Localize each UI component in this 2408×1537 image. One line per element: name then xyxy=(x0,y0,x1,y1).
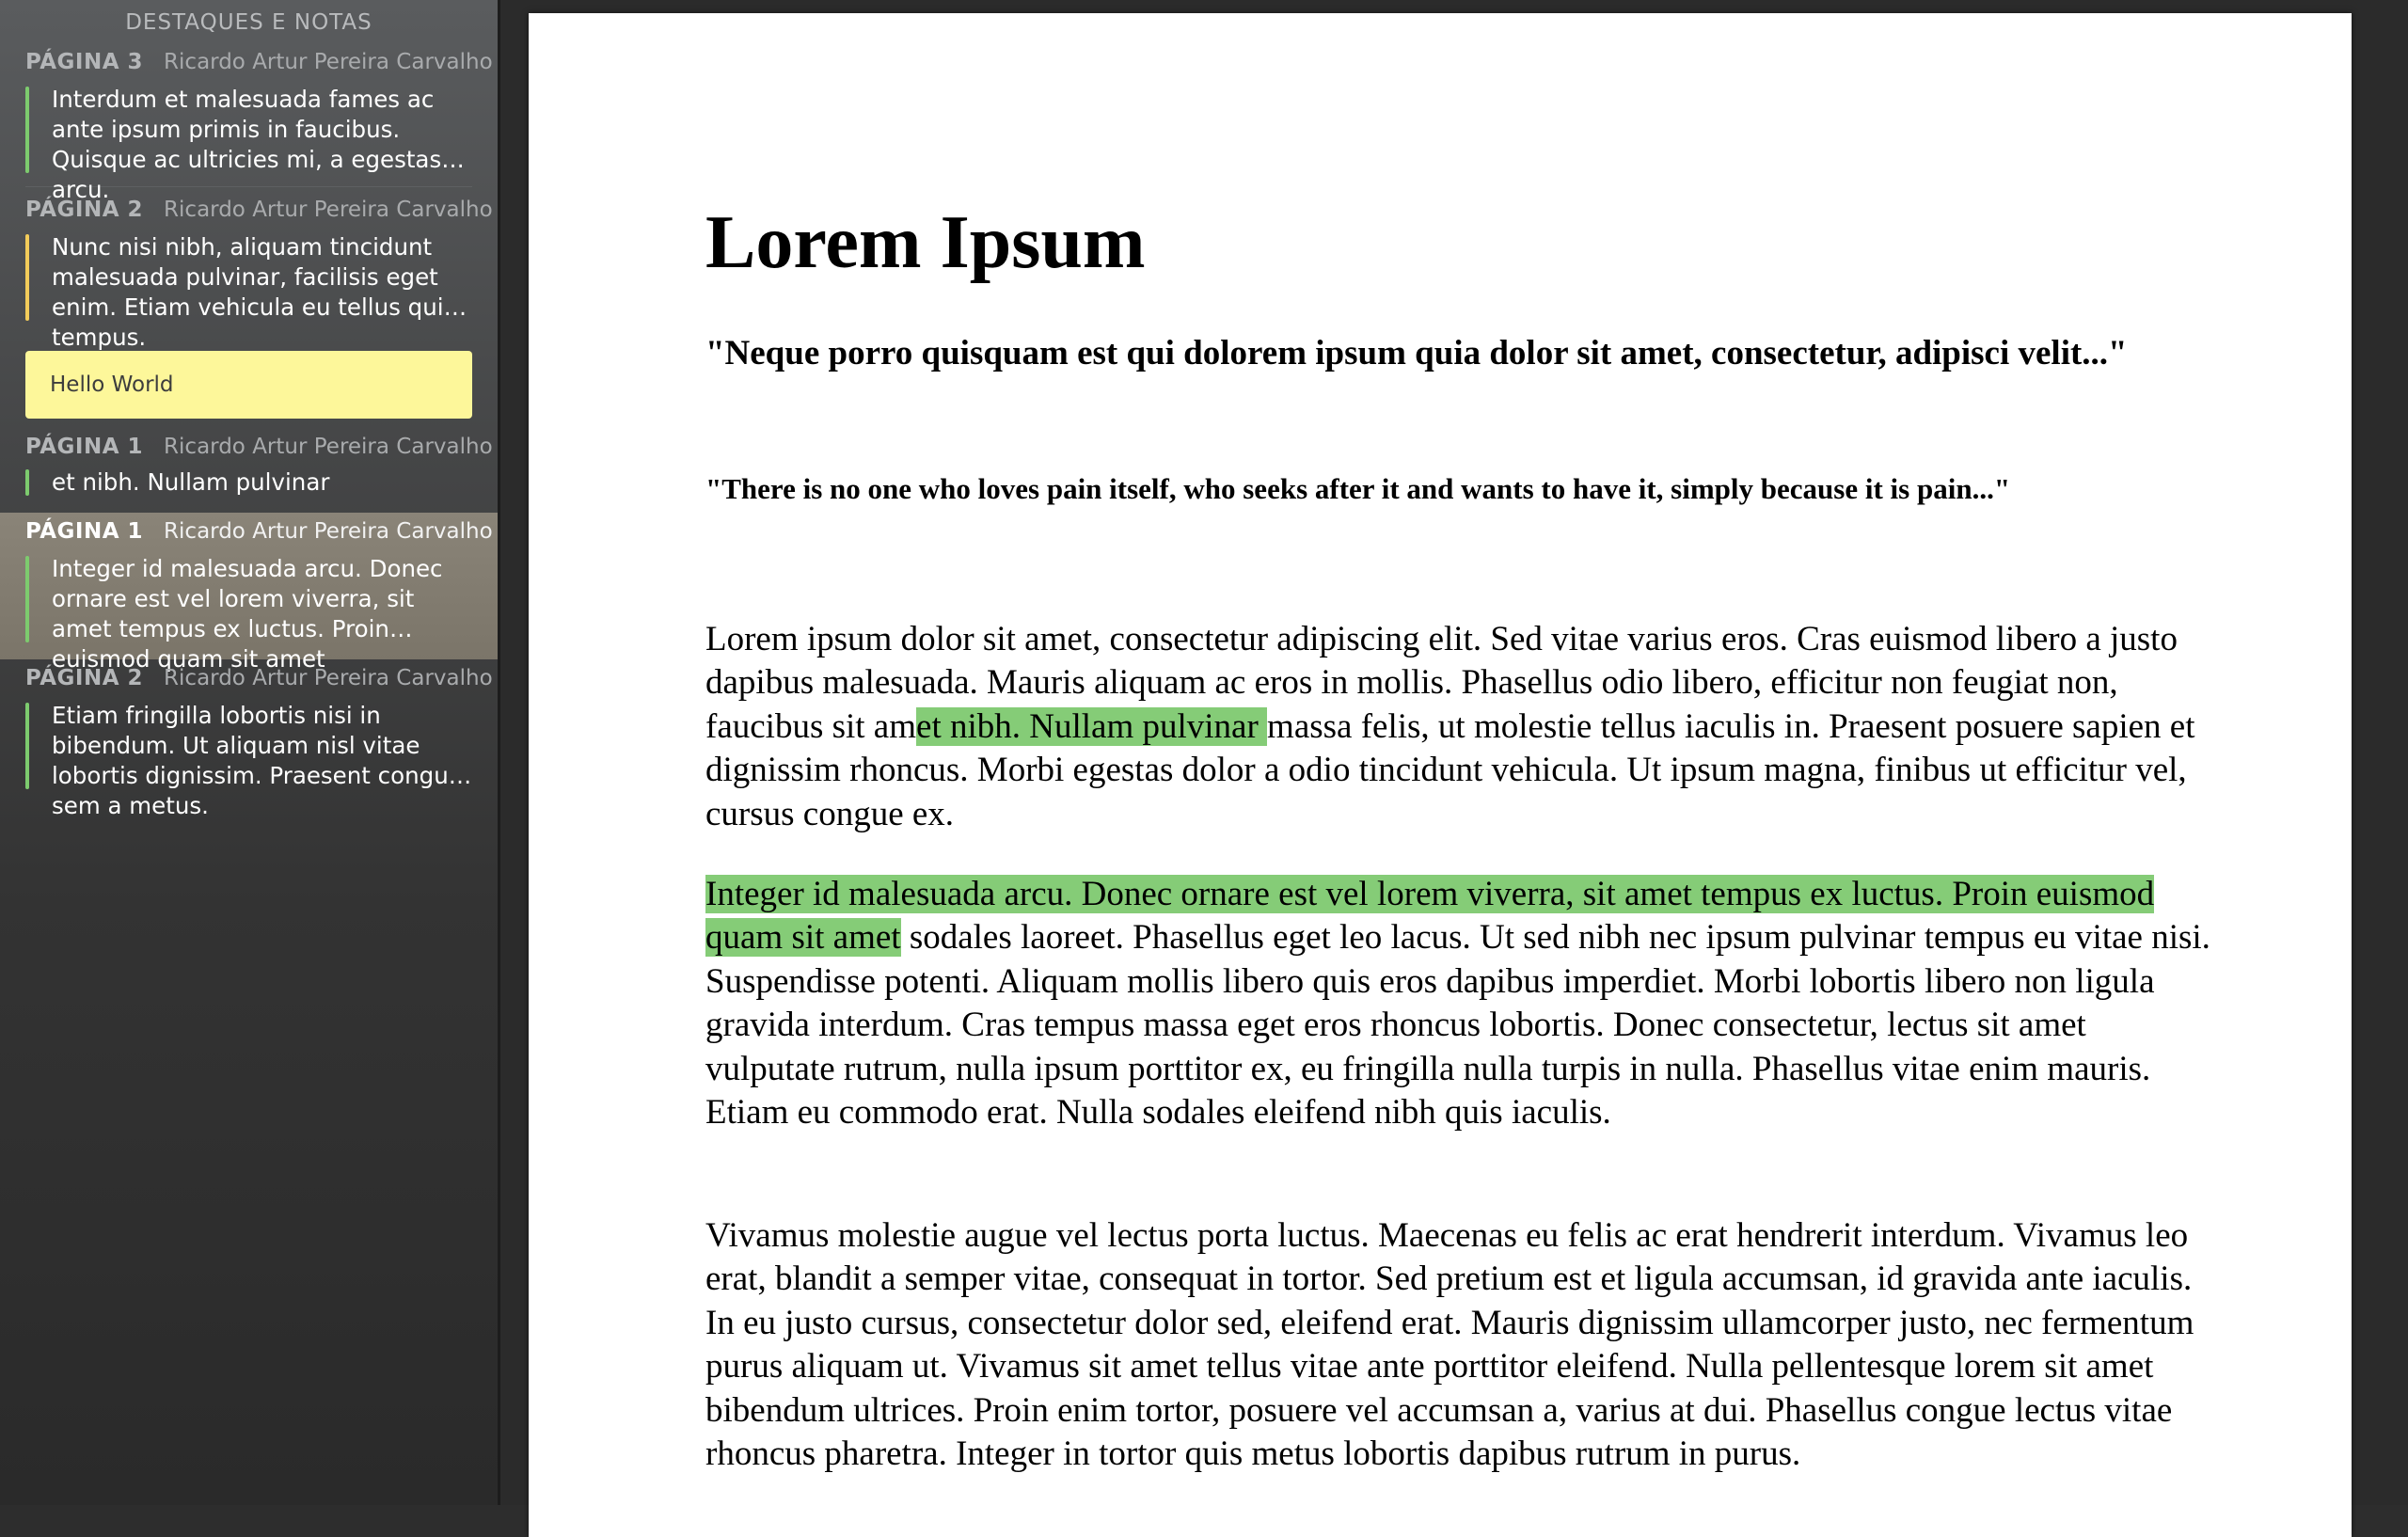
document-title: Lorem Ipsum xyxy=(705,201,1146,284)
entry-header xyxy=(25,193,493,227)
highlight-entry[interactable] xyxy=(0,187,498,351)
entry-page-label: PÁGINA 1 xyxy=(25,519,144,544)
entry-excerpt xyxy=(25,467,472,498)
highlight-entry[interactable] xyxy=(0,430,498,513)
note-text: Hello World xyxy=(50,372,174,397)
entry-text: Integer id malesuada arcu. Donec ornare est vel lorem viverra, sit amet tempus ex luctus. Proin euismod quam sit amet xyxy=(52,555,443,673)
entry-page-label: PÁGINA 1 xyxy=(25,435,144,459)
entry-excerpt xyxy=(25,701,472,819)
sidebar-title: DESTAQUES E NOTAS xyxy=(125,10,372,35)
entry-header xyxy=(25,515,493,548)
note-card[interactable] xyxy=(25,351,472,419)
entry-header xyxy=(25,661,493,695)
highlight-entry[interactable] xyxy=(0,659,498,819)
entry-author: Ricardo Artur Pereira Carvalho xyxy=(164,666,493,690)
paragraph-1 xyxy=(705,618,2210,836)
document-subtitle-quote: "Neque porro quisquam est qui dolorem ipsum quia dolor sit amet, consectetur, adipisci velit..." xyxy=(705,334,2128,372)
paragraph-3: Vivamus molestie augue vel lectus porta luctus. Maecenas eu felis ac erat hendrerit interdum. Vivamus leo erat, blandit a semper vitae, consequat in tortor. Sed pretium est et ligula accumsan, id gravida ante iaculis. In eu justo cursus, consectetur dolor sed, eleifend erat. Mauris dignissim ullamcorper justo, nec fermentum purus aliquam ut. Vivamus sit amet tellus vitae ante porttitor eleifend. Nulla pellentesque lorem sit amet bibendum ultrices. Proin enim tortor, posuere vel accumsan a, varius at dui. Phasellus congue lectus vitae rhoncus pharetra. Integer in tortor quis metus lobortis dapibus rutrum in purus. xyxy=(705,1216,2194,1474)
entry-excerpt xyxy=(25,554,472,673)
entry-excerpt xyxy=(25,232,472,351)
entry-text: Interdum et malesuada fames ac ante ipsum primis in faucibus. Quisque ac ultricies mi, a egestas arcu. xyxy=(52,86,442,203)
highlight-color-bar xyxy=(25,556,29,642)
highlight-entry-selected[interactable] xyxy=(0,513,498,673)
paragraph-text: massa felis, ut molestie tellus iaculis in. Praesent posuere sapien et dignissim rhoncus. Morbi egestas dolor a odio tincidunt vehicula. Ut ipsum magna, finibus ut efficitur vel, cursus congue ex. xyxy=(705,706,2195,833)
paragraph-text: Lorem ipsum dolor sit amet, consectetur adipiscing elit. Sed vitae varius eros. Cras euismod libero a justo dapibus malesuada. Mauris aliquam ac eros in mollis. Phasellus odio libero, efficitur non feugiat non, faucibus sit am xyxy=(705,620,2178,746)
highlight-color-bar xyxy=(25,703,29,789)
entry-text: et nibh. Nullam pulvinar xyxy=(52,468,330,496)
entry-author: Ricardo Artur Pereira Carvalho xyxy=(164,435,493,459)
text-highlight[interactable]: Integer id malesuada arcu. Donec ornare est vel lorem viverra, sit amet tempus ex luctus. Proin euismod quam sit amet xyxy=(705,875,2155,958)
highlights-sidebar xyxy=(0,0,500,1505)
entry-author: Ricardo Artur Pereira Carvalho xyxy=(164,519,493,544)
document-subtitle-translation: "There is no one who loves pain itself, who seeks after it and wants to have it, simply because it is pain..." xyxy=(705,472,2011,505)
highlight-color-bar xyxy=(25,234,29,321)
document-page[interactable] xyxy=(529,13,2352,1537)
highlight-color-bar xyxy=(25,469,29,496)
entry-page-label: PÁGINA 2 xyxy=(25,198,144,222)
entry-header xyxy=(25,430,493,464)
highlight-entry[interactable] xyxy=(0,41,498,203)
paragraph-text: sodales laoreet. Phasellus eget leo lacus. Ut sed nibh nec ipsum pulvinar tempus eu vitae nisi. Suspendisse potenti. Aliquam mollis libero quis eros dapibus imperdiet. Morbi lobortis libero non ligula gravida interdum. Cras tempus massa eget eros rhoncus lobortis. Donec consectetur, lectus sit amet vulputate rutrum, nulla ipsum porttitor ex, eu fringilla nulla turpis in nulla. Phasellus vitae enim mauris. Etiam eu commodo erat. Nulla sodales eleifend nibh quis iaculis. xyxy=(705,918,2210,1133)
entry-excerpt xyxy=(25,85,472,203)
entry-header xyxy=(25,45,493,79)
entry-page-label: PÁGINA 3 xyxy=(25,50,144,74)
highlight-color-bar xyxy=(25,87,29,173)
paragraph-2 xyxy=(705,873,2210,1134)
document-viewer[interactable] xyxy=(500,0,2408,1505)
entry-author: Ricardo Artur Pereira Carvalho xyxy=(164,50,493,74)
entry-author: Ricardo Artur Pereira Carvalho xyxy=(164,198,493,222)
entry-page-label: PÁGINA 2 xyxy=(25,666,144,690)
entry-text: Nunc nisi nibh, aliquam tincidunt malesuada pulvinar, facilisis eget enim. Etiam vehicula eu tellus quis tempus. xyxy=(52,233,456,351)
entry-text: Etiam fringilla lobortis nisi in bibendum. Ut aliquam nisl vitae lobortis dignissim. Praesent congue sem a metus. xyxy=(52,702,463,819)
text-highlight[interactable]: et nibh. Nullam pulvinar xyxy=(916,706,1268,746)
